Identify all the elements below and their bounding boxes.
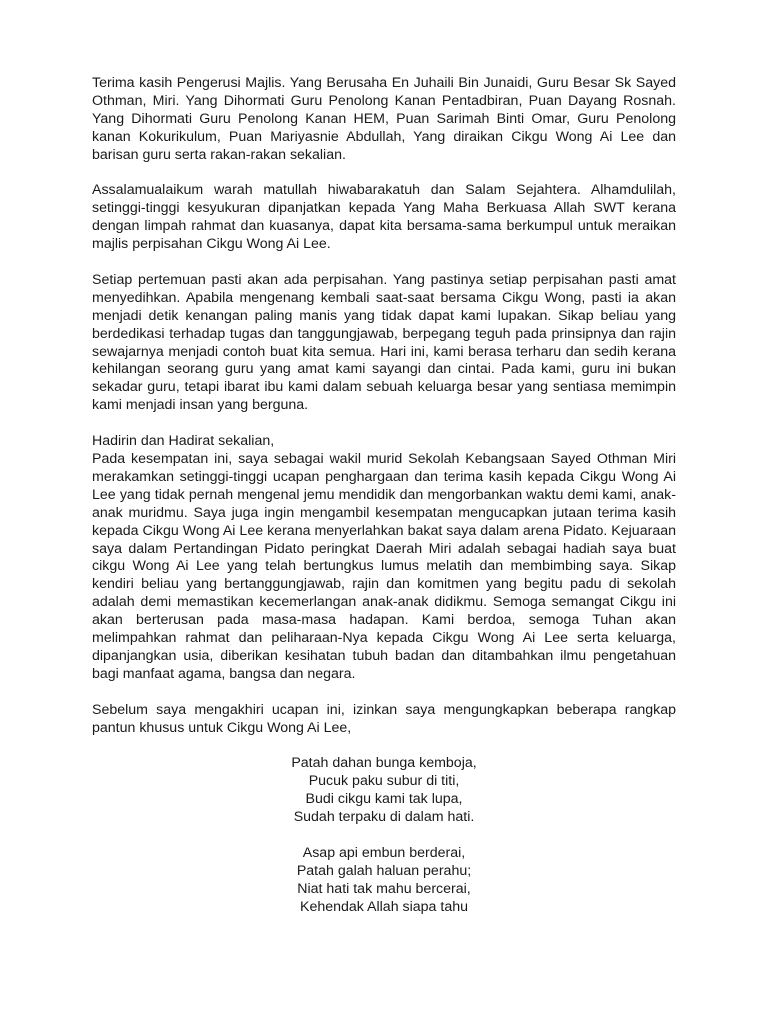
pantun-line: Patah galah haluan perahu; [296, 862, 472, 879]
pantun-line: Pucuk paku subur di titi, [308, 773, 460, 790]
pantun-line: Asap api embun berderai, [302, 844, 466, 861]
pantun-line: Patah dahan bunga kemboja, [291, 755, 477, 772]
pantun-line: Budi cikgu kami tak lupa, [305, 791, 463, 808]
paragraph-appreciation [92, 433, 676, 684]
paragraph-closing: Sebelum saya mengakhiri ucapan ini, izinkan saya mengungkapkan beberapa rangkap pantun khusus untuk Cikgu Wong Ai Lee, [92, 701, 676, 736]
pantun-line: Kehendak Allah siapa tahu [299, 898, 469, 915]
pantun-stanza-2 [92, 845, 676, 917]
pantun-stanza-1 [92, 755, 676, 827]
paragraph-perpisahan: Setiap pertemuan pasti akan ada perpisahan. Yang pastinya setiap perpisahan pasti amat menyedihkan. Apabila mengenang kembali saat-saat bersama Cikgu Wong, pasti ia akan menjadi detik kenangan paling manis yang tidak dapat kami lupakan. Sikap beliau yang berdedikasi terhadap tugas dan tanggungjawab, berpegang teguh pada prinsipnya dan rajin sewajarnya menjadi contoh buat kita semua. Hari ini, kami berasa terharu dan sedih kerana kehilangan seorang guru yang amat kami sayangi dan cintai. Pada kami, guru ini bukan sekadar guru, tetapi ibarat ibu kami dalam sebuah keluarga besar yang sentiasa memimpin kami menjadi insan yang berguna. [92, 271, 676, 414]
greeting-line: Hadirin dan Hadirat sekalian, [92, 433, 275, 450]
pantun-line: Niat hati tak mahu bercerai, [297, 880, 471, 897]
paragraph-salam: Assalamualaikum warah matullah hiwabarakatuh dan Salam Sejahtera. Alhamdulilah, setinggi-tinggi kesyukuran dipanjatkan kepada Yang Maha Berkuasa Allah SWT kerana dengan limpah rahmat dan kuasanya, dapat kita bersama-sama berkumpul untuk meraikan majlis perpisahan Cikgu Wong Ai Lee. [92, 182, 676, 253]
pantun-line: Sudah terpaku di dalam hati. [293, 809, 475, 826]
paragraph-opening-address: Terima kasih Pengerusi Majlis. Yang Berusaha En Juhaili Bin Junaidi, Guru Besar Sk Sayed Othman, Miri. Yang Dihormati Guru Penolong Kanan Pentadbiran, Puan Dayang Rosnah. Yang Dihormati Guru Penolong Kanan HEM, Puan Sarimah Binti Omar, Guru Penolong kanan Kokurikulum, Puan Mariyasnie Abdullah, Yang diraikan Cikgu Wong Ai Lee dan barisan guru serta rakan-rakan sekalian. [92, 75, 676, 163]
appreciation-text: Pada kesempatan ini, saya sebagai wakil murid Sekolah Kebangsaan Sayed Othman Miri merakamkan setinggi-tinggi ucapan penghargaan dan terima kasih kepada Cikgu Wong Ai Lee yang tidak pernah mengenal jemu mendidik dan mengorbankan waktu demi kami, anak-anak muridmu. Saya juga ingin mengambil kesempatan mengucapkan jutaan terima kasih kepada Cikgu Wong Ai Lee kerana menyerlahkan bakat saya dalam arena Pidato. Kejuaraan saya dalam Pertandingan Pidato peringkat Daerah Miri adalah sebagai hadiah saya buat cikgu Wong Ai Lee yang telah bertungkus lumus melatih dan membimbing saya. Sikap kendiri beliau yang bertanggungjawab, rajin dan komitmen yang begitu padu di sekolah adalah demi memastikan kecemerlangan anak-anak didikmu. Semoga semangat Cikgu ini akan berterusan pada masa-masa hadapan. Kami berdoa, semoga Tuhan akan melimpahkan rahmat dan peliharaan-Nya kepada Cikgu Wong Ai Lee serta keluarga, dipanjangkan usia, diberikan kesihatan tubuh badan dan ditambahkan ilmu pengetahuan bagi manfaat agama, bangsa dan negara. [92, 450, 676, 682]
